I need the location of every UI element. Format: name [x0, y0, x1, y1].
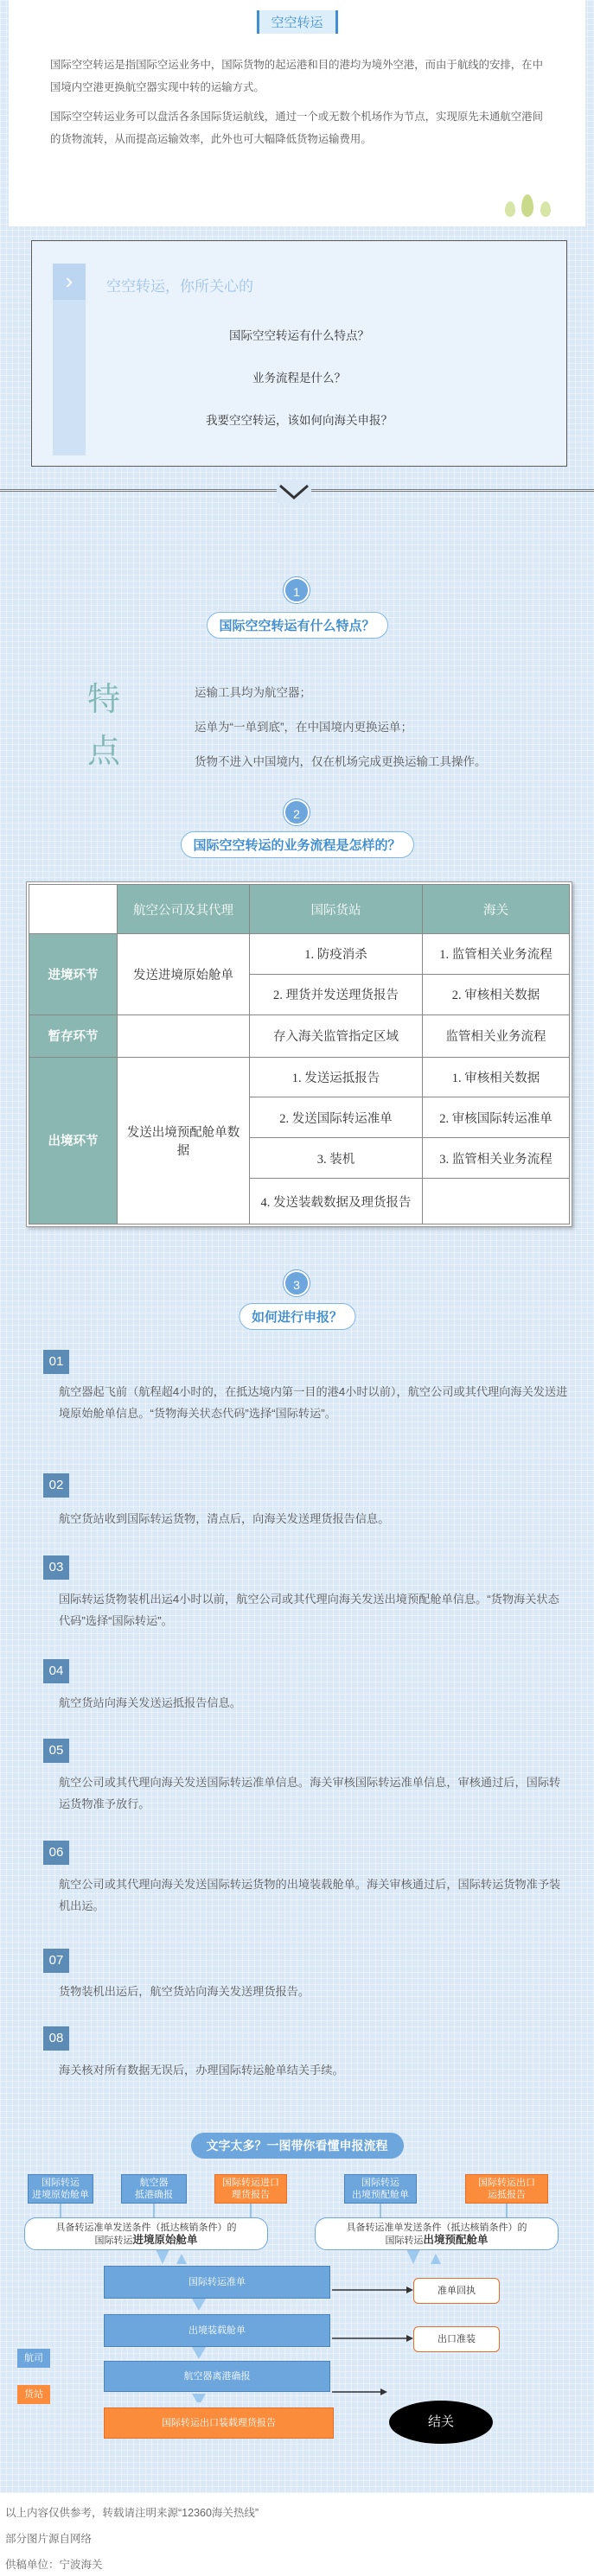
condition-line — [385, 2234, 488, 2247]
step-text: 货物装机出运后，航空货站向海关发送理货报告。 — [59, 1985, 310, 1998]
condition-prefix: 国际转运 — [94, 2235, 133, 2246]
flow-box-airline: 国际转运 出境预配舱单 — [344, 2174, 417, 2204]
step-number: 02 — [43, 1473, 69, 1498]
flow-box-station: 国际转运进口 理货报告 — [214, 2174, 287, 2204]
drop-icon — [505, 201, 515, 217]
table-cell: 1. 防疫消杀 — [250, 934, 423, 975]
condition-box-inbound — [24, 2217, 268, 2250]
section-number: 2 — [284, 799, 310, 825]
row-label-storage: 暂存环节 — [29, 1014, 118, 1057]
flow-box-station: 国际转运出口 运抵报告 — [465, 2174, 548, 2204]
chevron-right-icon: › — [53, 264, 86, 300]
flow-box-main: 国际转运准单 — [104, 2266, 330, 2299]
footer-line: 以上内容仅供参考，转载请注明来源“12360海关热线” — [5, 2507, 259, 2519]
step-text: 航空公司或其代理向海关发送国际转运准单信息。海关审核国际转运准单信息，审核通过后，国际转运货物准予放行。 — [59, 1776, 561, 1810]
feature-item: 货物不进入中国境内，仅在机场完成更换运输工具操作。 — [195, 755, 487, 768]
table-cell: 3. 装机 — [250, 1138, 423, 1179]
step-number: 01 — [43, 1350, 69, 1374]
intro-paragraph: 国际空空转运业务可以盘活各条国际货运航线，通过一个或无数个机场作为节点，实现原先未通航空港间的货物流转，从而提高运输效率，此外也可大幅降低货物运输费用。 — [50, 111, 543, 145]
table-cell-empty — [423, 1179, 570, 1224]
flow-box-side: 准单回执 — [413, 2278, 500, 2304]
drops-decoration — [501, 194, 551, 219]
table-cell: 2. 发送国际转运准单 — [250, 1097, 423, 1138]
menu-item-process[interactable]: 业务流程是什么？ — [252, 372, 346, 385]
table-cell: 2. 审核相关数据 — [423, 974, 570, 1014]
step-number: 05 — [43, 1739, 69, 1763]
step-text: 航空公司或其代理向海关发送国际转运货物的出境装载舱单。海关审核通过后，国际转运货物准予装机出运。 — [59, 1878, 561, 1912]
table-cell: 发送进境原始舱单 — [118, 934, 250, 1015]
flow-box-final: 国际转运出口装载理货报告 — [104, 2407, 334, 2439]
drop-icon — [521, 194, 533, 217]
footer-line: 部分图片源自网络 — [5, 2533, 93, 2545]
feature-item: 运输工具均为航空器； — [195, 686, 311, 699]
flow-box-airline: 航空器 抵港确报 — [121, 2174, 187, 2204]
step-number: 07 — [43, 1949, 69, 1973]
step-number: 08 — [43, 2026, 69, 2051]
step-text: 航空器起飞前（航程超4小时的，在抵达境内第一目的港4小时以前），航空公司或其代理向海关发送进境原始舱单信息。“货物海关状态代码”选择“国际转运”。 — [59, 1385, 568, 1420]
table-cell: 1. 监管相关业务流程 — [423, 934, 570, 975]
table-cell: 监管相关业务流程 — [423, 1014, 570, 1057]
step-text: 航空货站向海关发送运抵报告信息。 — [59, 1696, 241, 1709]
legend-airline: 航司 — [17, 2349, 50, 2368]
table-cell: 4. 发送装载数据及理货报告 — [250, 1179, 423, 1224]
features-big-text: 特点 — [86, 682, 120, 770]
step-text: 海关核对所有数据无误后，办理国际转运舱单结关手续。 — [59, 2064, 344, 2077]
condition-line: 具备转运准单发送条件（抵达核销条件）的 — [55, 2222, 237, 2233]
condition-bold: 出境预配舱单 — [423, 2233, 489, 2246]
menu-heading: 空空转运，你所关心的 — [106, 278, 253, 295]
process-table-grid — [29, 884, 570, 1224]
step-number: 04 — [43, 1659, 69, 1683]
flow-box-main: 航空器离港确报 — [104, 2361, 330, 2392]
process-table — [26, 881, 572, 1227]
section-title: 如何进行申报？ — [239, 1303, 355, 1330]
row-label-outbound: 出境环节 — [29, 1057, 118, 1224]
features-list — [195, 683, 487, 786]
menu-list — [32, 328, 566, 455]
section-number: 3 — [284, 1270, 310, 1296]
intro-paragraph: 国际空空转运是指国际空运业务中，国际货物的起运港和目的港均为境外空港，而由于航线的安排，在中国境内空港更换航空器实现中转的运输方式。 — [50, 59, 543, 93]
table-cell: 2. 审核国际转运准单 — [423, 1097, 570, 1138]
table-header: 国际货站 — [250, 885, 423, 934]
condition-box-outbound — [315, 2217, 559, 2250]
section-title: 国际空空转运的业务流程是怎样的？ — [180, 831, 413, 858]
footer-line: 供稿单位：宁波海关 — [5, 2559, 103, 2571]
table-cell: 1. 发送运抵报告 — [250, 1057, 423, 1097]
flow-diagram — [0, 2126, 594, 2402]
table-cell: 发送出境预配舱单数据 — [118, 1057, 250, 1224]
step-text: 航空货站收到国际转运货物，清点后，向海关发送理货报告信息。 — [59, 1512, 390, 1525]
table-header: 海关 — [423, 885, 570, 934]
step-text: 国际转运货物装机出运4小时以前，航空公司或其代理向海关发送出境预配舱单信息。“货物海关状态代码”选择“国际转运”。 — [59, 1593, 559, 1627]
menu-item-declare[interactable]: 我要空空转运，该如何向海关申报？ — [206, 414, 393, 427]
table-cell: 1. 审核相关数据 — [423, 1057, 570, 1097]
flow-box-main: 出境装载舱单 — [104, 2314, 330, 2347]
chevron-down-icon — [277, 480, 311, 503]
menu-item-features[interactable]: 国际空空转运有什么特点？ — [229, 329, 369, 342]
condition-bold: 进境原始舱单 — [132, 2233, 198, 2246]
condition-prefix: 国际转运 — [385, 2235, 424, 2246]
condition-line — [94, 2234, 197, 2247]
condition-line: 具备转运准单发送条件（抵达核销条件）的 — [346, 2222, 527, 2233]
flow-end: 结关 — [389, 2401, 493, 2444]
intro-card — [9, 0, 585, 226]
table-cell: 存入海关监管指定区域 — [250, 1014, 423, 1057]
feature-item: 运单为“一单到底”，在中国境内更换运单； — [195, 721, 412, 734]
step-number: 03 — [43, 1555, 69, 1580]
table-cell: 2. 理货并发送理货报告 — [250, 974, 423, 1014]
flow-box-airline: 国际转运 进境原始舱单 — [28, 2174, 93, 2204]
table-cell-empty — [118, 1014, 250, 1057]
table-header: 航空公司及其代理 — [118, 885, 250, 934]
legend-station: 货站 — [17, 2385, 50, 2404]
step-number: 06 — [43, 1841, 69, 1865]
topic-menu — [31, 240, 567, 467]
section-number: 1 — [284, 577, 310, 603]
footer — [0, 2493, 594, 2576]
table-header — [29, 885, 118, 934]
section-title: 国际空空转运有什么特点？ — [206, 612, 387, 639]
row-label-inbound: 进境环节 — [29, 934, 118, 1015]
flow-title: 文字太多？一图带你看懂申报流程 — [191, 2133, 404, 2159]
flow-box-side: 出口准装 — [413, 2326, 500, 2352]
intro-title: 空空转运 — [256, 10, 337, 34]
drop-icon — [540, 201, 551, 217]
table-cell: 3. 监管相关业务流程 — [423, 1138, 570, 1179]
